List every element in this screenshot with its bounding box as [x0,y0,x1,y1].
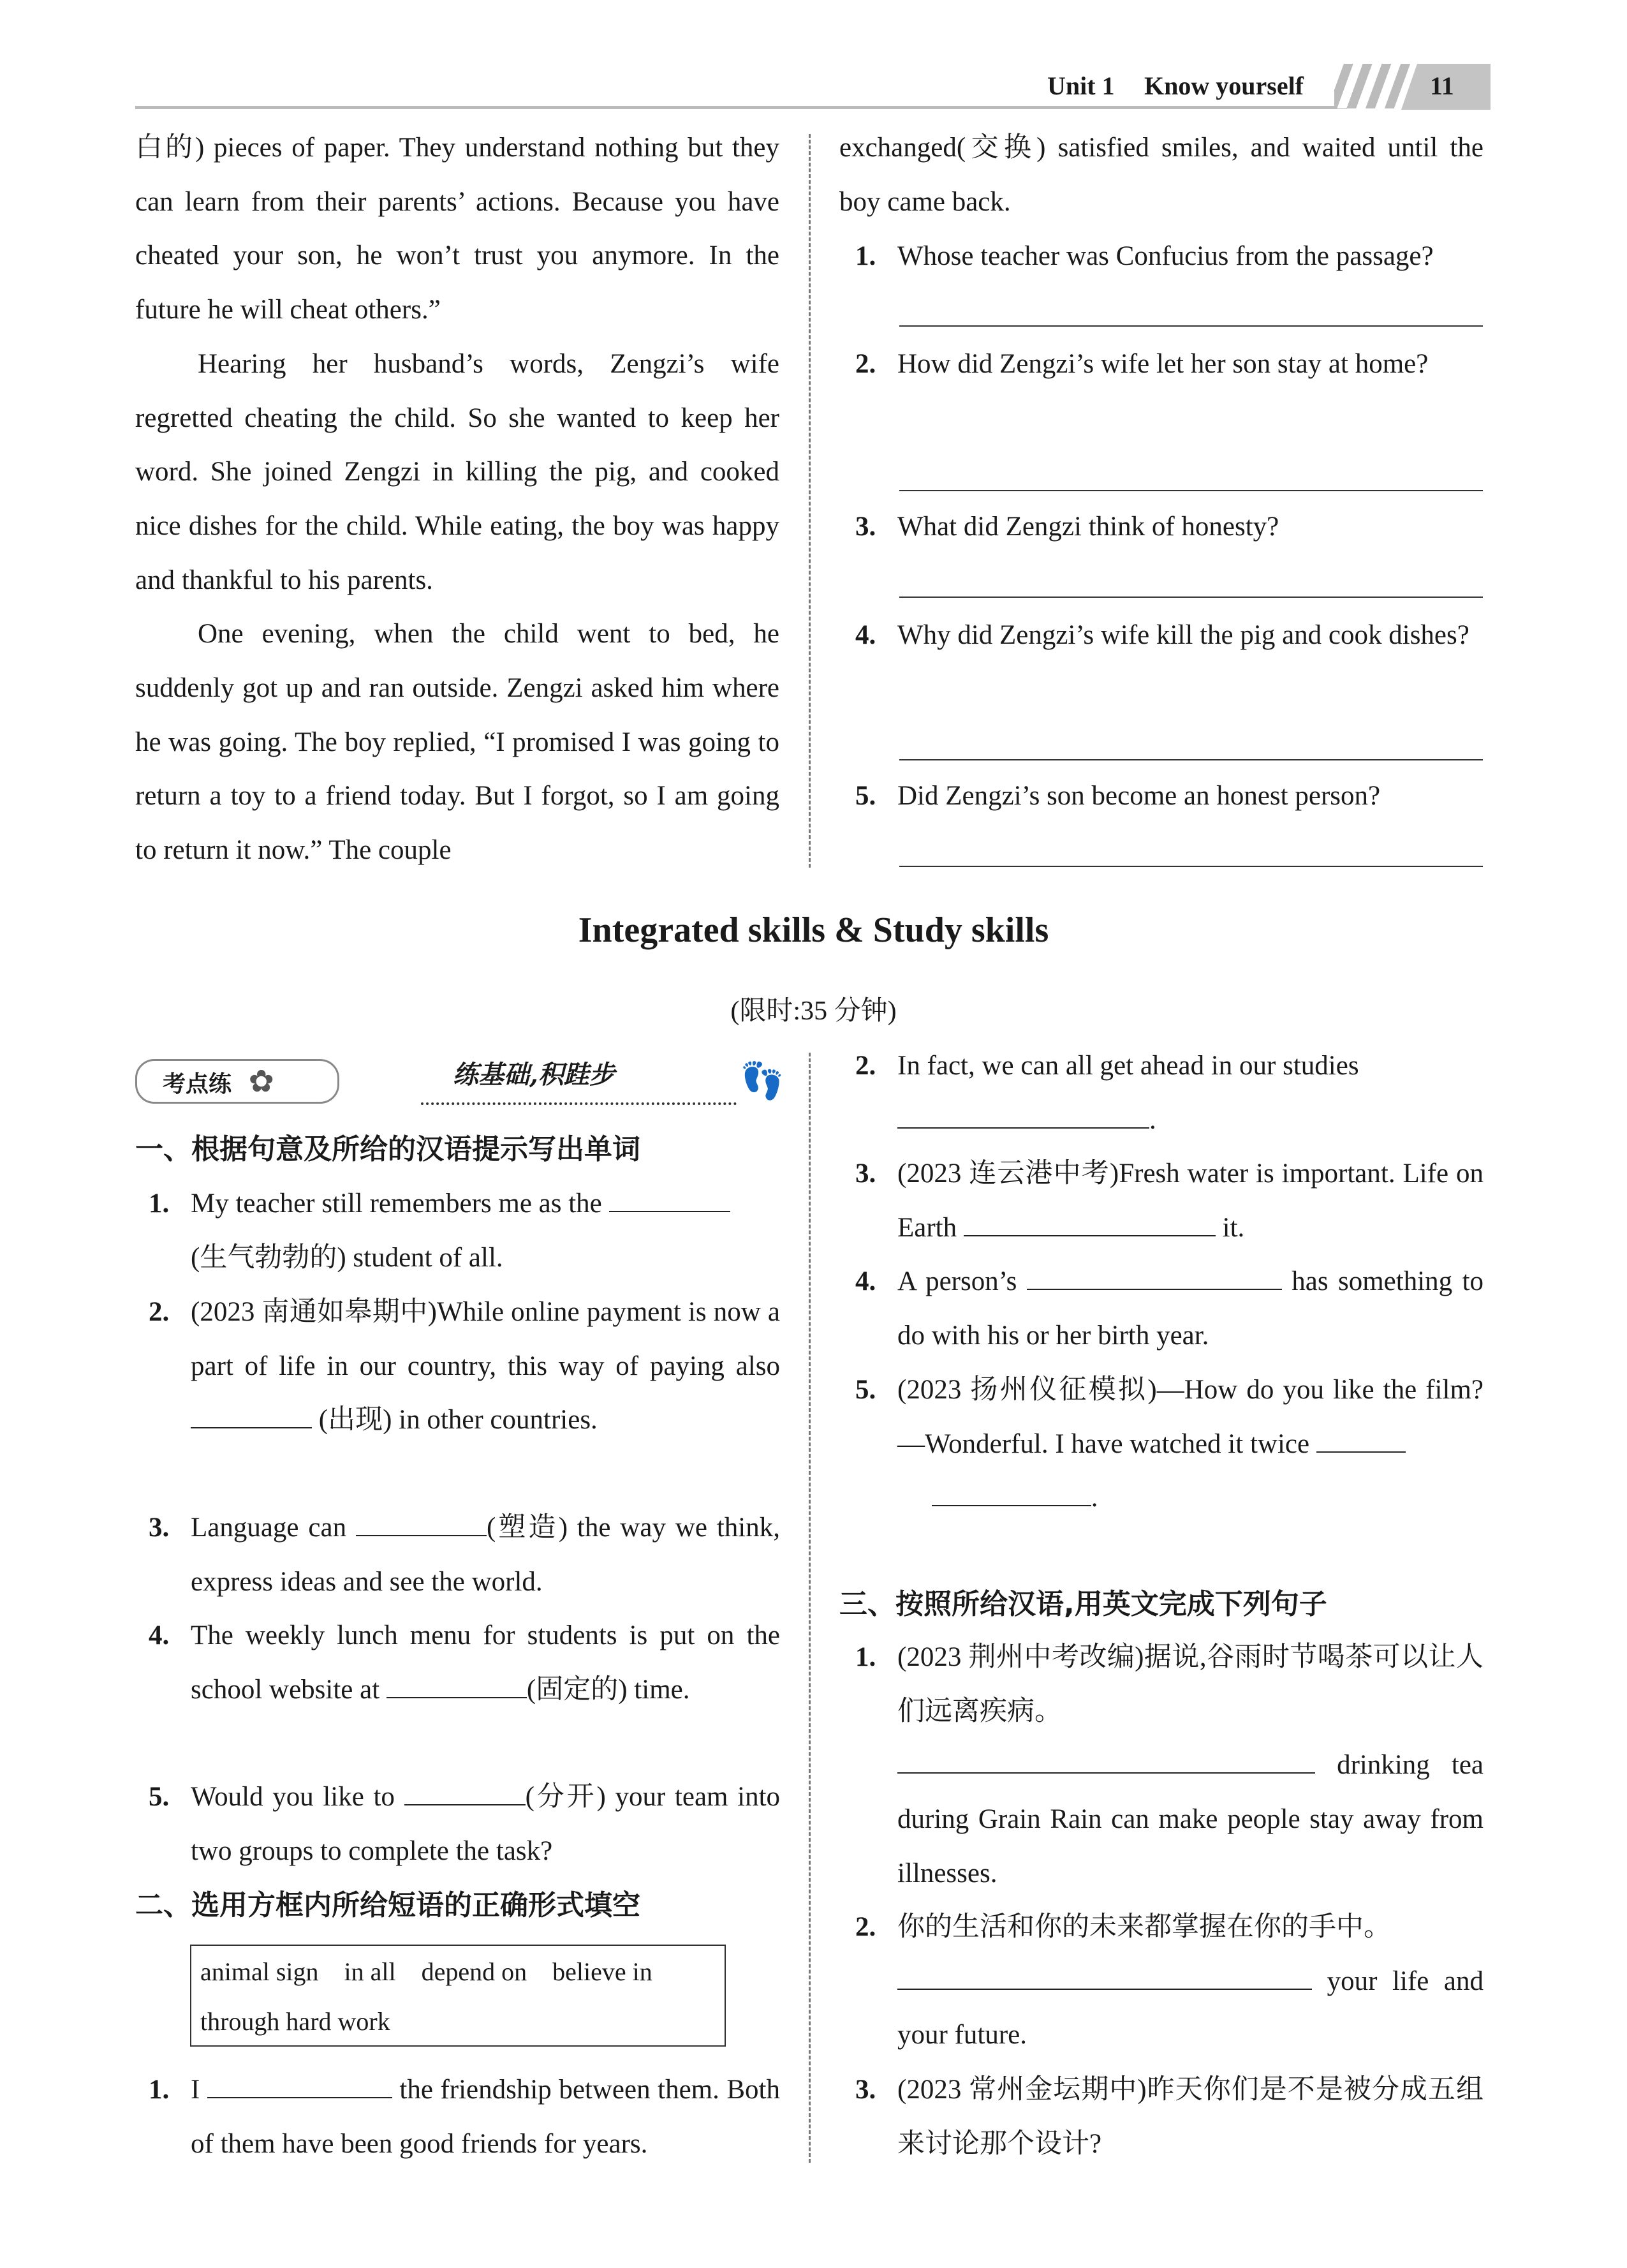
fill-item [149,1286,780,1448]
question-text: How did Zengzi’s wife let her son stay at home? [897,349,1429,379]
fill-item [855,1147,1483,1255]
item-prompt: (2023 常州金坛期中)昨天你们是不是被分成五组来讨论那个设计? [897,2075,1483,2159]
answer-line[interactable] [899,597,1483,598]
item-text: Language can [191,1513,347,1543]
item-number: 2. [149,1297,170,1327]
fill-item [149,1177,780,1285]
item-number: 4. [855,1266,876,1296]
translation-item [855,2063,1483,2171]
item-number: 1. [855,1642,876,1672]
question-number: 1. [855,241,876,271]
question-text: What did Zengzi think of honesty? [897,512,1279,542]
question-number: 2. [855,349,876,379]
page-header [135,64,1487,112]
header-rule [135,106,1347,109]
translation-item [855,1901,1483,2063]
item-number: 5. [149,1782,170,1812]
item-text: . [1149,1104,1156,1135]
question [855,337,1483,392]
phrase: believe in [552,1957,652,1986]
passage-paragraph: Hearing her husband’s words, Zengzi’s wife regretted cheating the child. So she wanted to keep her word. She joined Zengzi in killing the pig, and cooked nice dishes for the child. While eating, the boy was happy and thankful to his parents. [135,348,779,595]
item-text: (出现) in other countries. [318,1405,598,1435]
part2-heading: 二、选用方框内所给短语的正确形式填空 [135,1889,640,1922]
item-text: . [1091,1483,1098,1513]
item-text: (生气勃勃的) student of all. [191,1242,503,1273]
item-text: has something to do with his or her birth year. [897,1266,1484,1351]
question [855,230,1483,284]
item-text: the friendship between them. Both of them have been good friends for years. [191,2075,781,2159]
item-number: 3. [149,1513,170,1543]
blank-input[interactable] [609,1189,730,1212]
blank-input[interactable] [207,2075,392,2098]
unit-label: Unit 1 [1047,71,1115,100]
lotus-icon: ✿ [248,1064,274,1099]
question-number: 4. [855,620,876,650]
item-text: your life and your future. [897,1966,1484,2050]
item-text: it. [1222,1212,1245,1243]
passage-paragraph: One evening, when the child went to bed, he suddenly got up and ran outside. Zengzi asked him where he was going. The boy replied, “I promised I was going to return a toy to a friend today. But I forgot, so I am going to return it now.” The couple [135,619,779,866]
item-text: My teacher still remembers me as the [191,1189,602,1219]
fill-item [855,1039,1483,1147]
item-number: 1. [149,1189,170,1219]
blank-input[interactable] [191,1405,312,1428]
blank-input[interactable] [387,1675,527,1698]
fill-item [855,1255,1483,1363]
item-number: 5. [855,1375,876,1405]
question-text: Whose teacher was Confucius from the passage? [897,241,1434,271]
badge [135,1059,339,1104]
item-number: 1. [149,2075,170,2105]
blank-input[interactable] [1027,1267,1282,1290]
answer-line[interactable] [899,866,1483,867]
passage-paragraph: 白的) pieces of paper. They understand nothing but they can learn from their parents’ actions. Because you have cheated your son, he won’t trust you anymore. In the future he will cheat others.” [135,133,779,325]
question-text: Why did Zengzi’s wife kill the pig and cook dishes? [897,620,1469,650]
item-text: (分开) your team into two groups to complete the task? [191,1782,781,1866]
item-text: A person’s [897,1266,1017,1296]
blank-input[interactable] [897,1751,1315,1774]
fill-item [149,1501,780,1609]
item-prompt: 你的生活和你的未来都掌握在你的手中。 [897,1912,1391,1942]
item-number: 3. [855,2075,876,2105]
fill-item [149,1609,780,1717]
time-limit: (限时:35 分钟) [730,997,897,1026]
item-number: 2. [855,1912,876,1942]
slogan: 练基础,积跬步 [453,1060,615,1090]
column-divider-top [809,134,811,868]
question [855,609,1483,663]
question-text: Did Zengzi’s son become an honest person? [897,781,1381,811]
phrase: through hard work [200,2007,390,2036]
badge-label: 考点练 [163,1071,232,1097]
header-stripes [1334,64,1411,108]
fill-item [855,1363,1483,1525]
question-number: 3. [855,512,876,542]
item-prompt: (2023 荆州中考改编)据说,谷雨时节喝茶可以让人们远离疾病。 [897,1642,1483,1726]
page-number: 11 [1430,71,1454,100]
blank-input[interactable] [897,1967,1312,1990]
phrase-box [190,1945,726,2047]
item-text: (塑造) the way we think, express ideas and see the world. [191,1513,780,1597]
question [855,769,1483,824]
passage-left [135,121,779,878]
answer-line[interactable] [899,490,1483,491]
item-text: (2023 扬州仪征模拟)—How do you like the film? —Wonderful. I have watched it twice [897,1375,1483,1459]
blank-input[interactable] [404,1783,526,1805]
answer-line[interactable] [899,325,1483,327]
column-divider-bottom [809,1053,811,2163]
item-number: 2. [855,1051,876,1081]
phrase: in all [344,1957,396,1986]
item-number: 4. [149,1620,170,1650]
item-text: drinking tea during Grain Rain can make people stay away from illnesses. [897,1750,1483,1888]
blank-input[interactable] [932,1483,1091,1506]
item-text: (2023 南通如皋期中)While online payment is now a part of life in our country, this way of paying also [191,1297,780,1381]
slogan-dots [421,1102,737,1105]
phrase: animal sign [200,1957,319,1986]
item-text: (2023 连云港中考)Fresh water is important. Life on Earth [897,1159,1483,1243]
part1-heading: 一、根据句意及所给的汉语提示写出单词 [135,1133,640,1166]
blank-input[interactable] [356,1513,487,1536]
passage-right: exchanged(交换) satisfied smiles, and waited until the boy came back. [839,133,1483,217]
part3-heading: 三、按照所给汉语,用英文完成下列句子 [839,1588,1327,1620]
item-text: I [191,2075,200,2105]
footprints-icon: 👣 [740,1062,784,1101]
fill-item [149,2063,780,2171]
item-text: The weekly lunch menu for students is put on the school website at [191,1620,780,1705]
question-number: 5. [855,781,876,811]
unit-title: Know yourself [1144,71,1304,100]
translation-item [855,1631,1483,1901]
blank-input[interactable] [897,1106,1149,1129]
answer-line[interactable] [899,759,1483,760]
item-number: 3. [855,1159,876,1189]
item-text: (固定的) time. [526,1674,690,1705]
item-text: In fact, we can all get ahead in our studies [897,1051,1359,1081]
fill-item [149,1770,780,1878]
item-text: Would you like to [191,1782,395,1812]
blank-input[interactable] [1316,1430,1406,1453]
blank-input[interactable] [964,1213,1216,1236]
section-title: Integrated skills & Study skills [578,910,1049,950]
question [855,500,1483,554]
phrase: depend on [421,1957,527,1986]
